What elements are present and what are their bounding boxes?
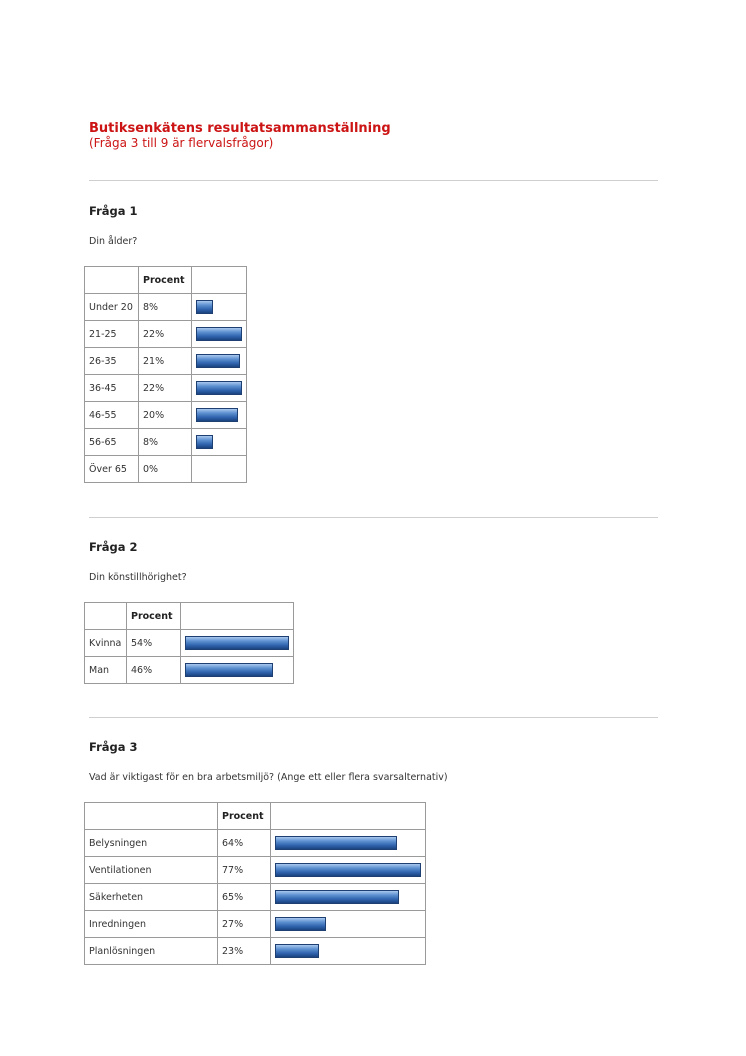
table-row xyxy=(85,630,294,657)
row-percent: 8% xyxy=(139,429,192,456)
row-percent: 64% xyxy=(218,830,271,857)
page-subtitle: (Fråga 3 till 9 är flervalsfrågor) xyxy=(89,136,274,150)
table-row xyxy=(85,857,426,884)
table-header-row xyxy=(85,603,294,630)
percent-bar xyxy=(275,863,421,877)
row-label: Under 20 xyxy=(85,294,139,321)
percent-bar xyxy=(275,917,326,931)
column-header-procent: Procent xyxy=(218,803,271,830)
row-label: Över 65 xyxy=(85,456,139,483)
percent-bar xyxy=(185,663,273,677)
percent-bar xyxy=(185,636,289,650)
row-label: 21-25 xyxy=(85,321,139,348)
question-2-heading: Fråga 2 xyxy=(89,540,138,554)
row-percent: 22% xyxy=(139,321,192,348)
question-1-heading: Fråga 1 xyxy=(89,204,138,218)
question-3-heading: Fråga 3 xyxy=(89,740,138,754)
row-label: Planlösningen xyxy=(85,938,218,965)
header-empty-cell xyxy=(85,803,218,830)
row-label: Kvinna xyxy=(85,630,127,657)
divider xyxy=(89,717,658,718)
row-bar-cell xyxy=(271,830,426,857)
row-label: Man xyxy=(85,657,127,684)
row-bar-cell xyxy=(271,938,426,965)
row-bar-cell xyxy=(181,657,294,684)
row-label: Säkerheten xyxy=(85,884,218,911)
row-percent: 23% xyxy=(218,938,271,965)
table-row xyxy=(85,911,426,938)
percent-bar xyxy=(275,836,397,850)
table-row xyxy=(85,830,426,857)
row-label: 36-45 xyxy=(85,375,139,402)
row-percent: 65% xyxy=(218,884,271,911)
row-label: Inredningen xyxy=(85,911,218,938)
row-bar-cell xyxy=(181,630,294,657)
row-label: 26-35 xyxy=(85,348,139,375)
row-percent: 0% xyxy=(139,456,192,483)
row-percent: 8% xyxy=(139,294,192,321)
row-label: 56-65 xyxy=(85,429,139,456)
row-label: Belysningen xyxy=(85,830,218,857)
row-percent: 27% xyxy=(218,911,271,938)
row-label: Ventilationen xyxy=(85,857,218,884)
row-percent: 77% xyxy=(218,857,271,884)
header-bar-cell xyxy=(271,803,426,830)
question-3-table xyxy=(84,802,426,965)
row-bar-cell xyxy=(271,857,426,884)
percent-bar xyxy=(275,944,319,958)
table-header-row xyxy=(85,803,426,830)
row-percent: 54% xyxy=(127,630,181,657)
row-bar-cell xyxy=(271,884,426,911)
table-row xyxy=(85,938,426,965)
header-empty-cell xyxy=(85,603,127,630)
question-1-text: Din ålder? xyxy=(89,236,138,247)
question-2-text: Din könstillhörighet? xyxy=(89,572,187,583)
row-percent: 22% xyxy=(139,375,192,402)
row-bar-cell xyxy=(271,911,426,938)
row-label: 46-55 xyxy=(85,402,139,429)
row-percent: 46% xyxy=(127,657,181,684)
column-header-procent: Procent xyxy=(127,603,181,630)
page-title: Butiksenkätens resultatsammanställning xyxy=(89,121,391,136)
row-percent: 21% xyxy=(139,348,192,375)
header-bar-cell xyxy=(181,603,294,630)
question-2-table xyxy=(84,602,294,684)
column-header-procent: Procent xyxy=(139,267,192,294)
table-row xyxy=(85,657,294,684)
percent-bar xyxy=(275,890,399,904)
table-row xyxy=(85,884,426,911)
row-percent: 20% xyxy=(139,402,192,429)
question-3-text: Vad är viktigast för en bra arbetsmiljö? (Ange ett eller flera svarsalternativ) xyxy=(89,772,448,783)
